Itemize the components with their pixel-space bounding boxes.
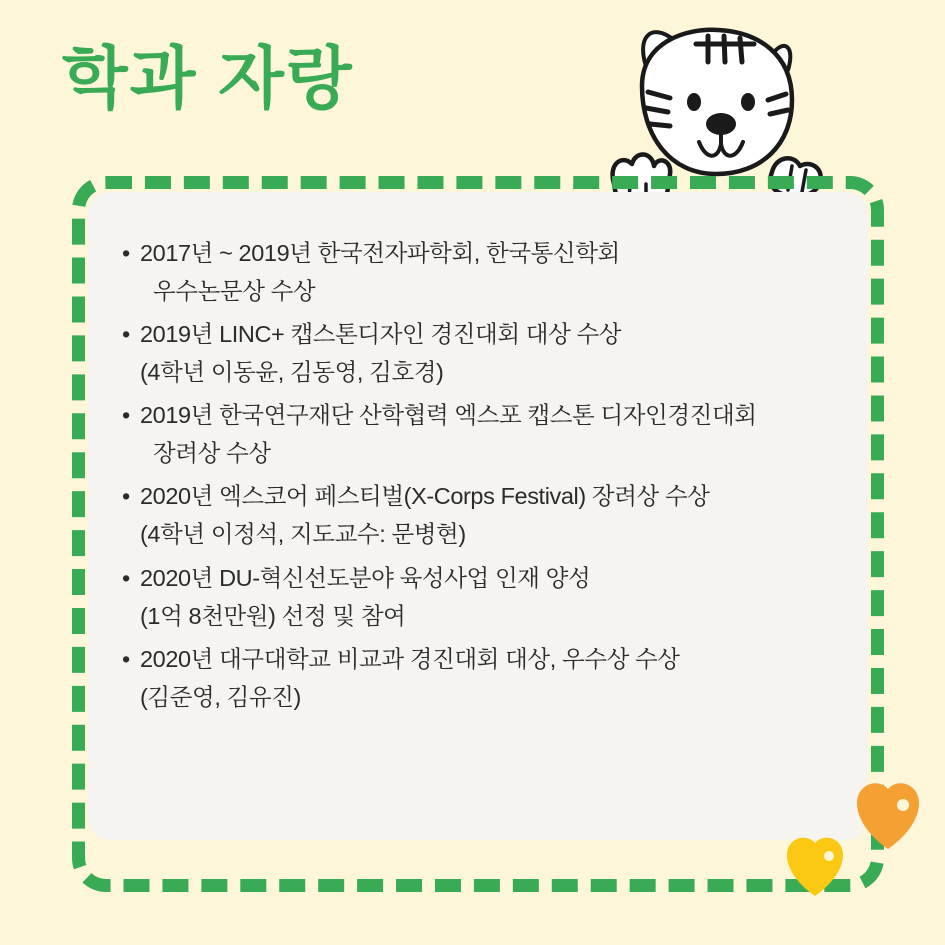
list-item-line2: 우수논문상 수상 — [153, 278, 316, 305]
list-item-line1: 2020년 DU-혁신선도분야 육성사업 인재 양성 — [140, 564, 591, 591]
heart-icon — [857, 783, 919, 849]
list-item-line2: (김준영, 김유진) — [140, 683, 301, 710]
achievement-list — [118, 234, 838, 716]
bullet-icon: • — [122, 483, 130, 510]
list-item-line2: 장려상 수상 — [153, 440, 271, 467]
bullet-icon: • — [122, 645, 130, 672]
list-item-line2: (1억 8천만원) 선정 및 참여 — [140, 602, 406, 629]
list-item-line1: 2017년 ~ 2019년 한국전자파학회, 한국통신학회 — [140, 240, 620, 266]
list-item — [118, 640, 838, 716]
bullet-icon: • — [122, 564, 130, 591]
list-item-line1: 2019년 한국연구재단 산학협력 엑스포 캡스톤 디자인경진대회 — [140, 402, 757, 429]
list-item-line1: 2020년 엑스코어 페스티벌(X-Corps Festival) 장려상 수상 — [140, 483, 710, 510]
list-item-line2: (4학년 이정석, 지도교수: 문병현) — [140, 521, 466, 548]
list-item-line1: 2019년 LINC+ 캡스톤디자인 경진대회 대상 수상 — [140, 321, 622, 348]
page-title: 학과 자랑 — [62, 41, 354, 117]
list-item-line1: 2020년 대구대학교 비교과 경진대회 대상, 우수상 수상 — [140, 645, 680, 672]
bullet-icon: • — [122, 402, 130, 429]
bullet-icon: • — [122, 321, 130, 348]
bullet-icon: • — [122, 240, 130, 266]
list-item — [118, 559, 838, 635]
list-item — [118, 396, 838, 472]
achievement-card — [88, 192, 868, 840]
list-item — [118, 315, 838, 391]
heart-icon — [787, 838, 843, 896]
list-item — [118, 477, 838, 553]
hearts-decoration — [725, 745, 925, 935]
list-item-line2: (4학년 이동윤, 김동영, 김호경) — [140, 359, 444, 386]
list-item — [118, 234, 838, 310]
